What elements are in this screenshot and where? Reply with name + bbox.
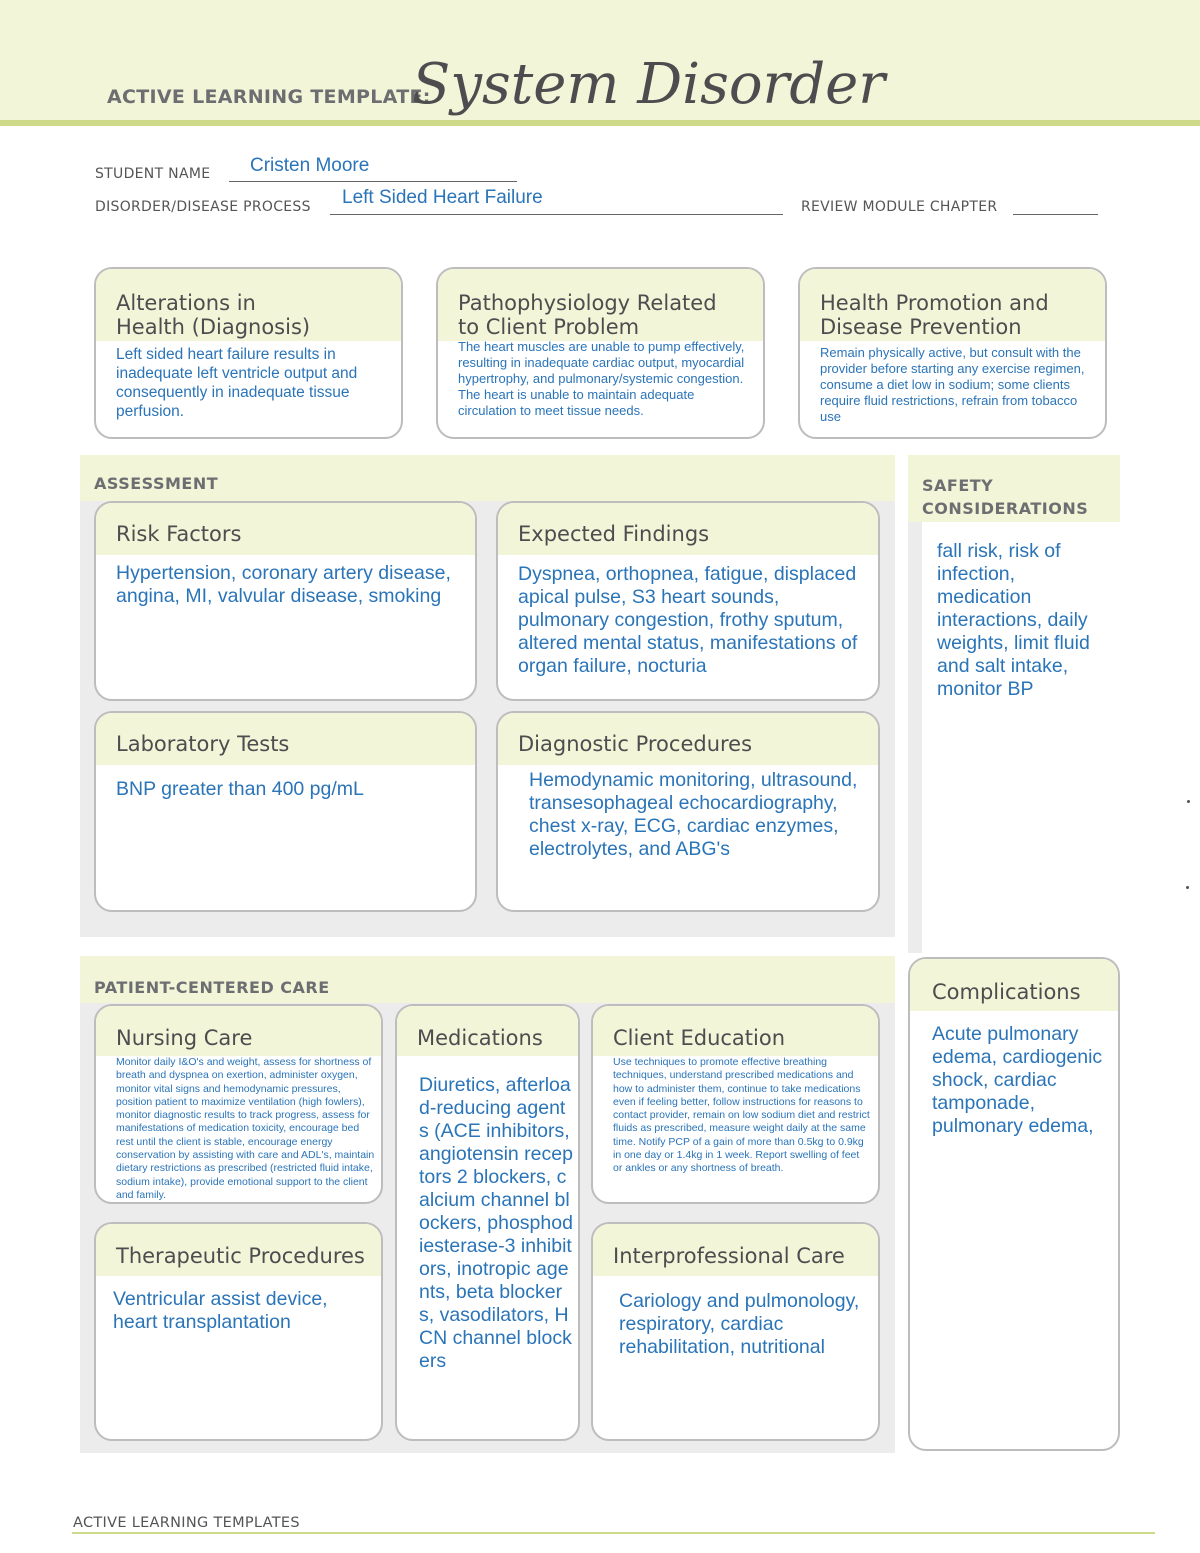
disorder-field[interactable]: Left Sided Heart Failure bbox=[342, 187, 543, 208]
disorder-line bbox=[330, 214, 783, 215]
medications-box bbox=[395, 1004, 580, 1441]
patient-centered-care-title: PATIENT-CENTERED CARE bbox=[94, 978, 330, 997]
therapeutic-procedures-box bbox=[94, 1222, 383, 1441]
nursing-care-box bbox=[94, 1004, 383, 1204]
stray-dot-1 bbox=[1187, 800, 1190, 803]
pathophysiology-body[interactable]: The heart muscles are unable to pump effectively, resulting in inadequate cardiac output, myocardial hypertrophy, and pulmonary/systemic congestion. The heart is unable to maintain adequate circulation to meet tissue needs. bbox=[458, 339, 745, 418]
expected-findings-body[interactable]: Dyspnea, orthopnea, fatigue, displaced apical pulse, S3 heart sounds, pulmonary congestion, frothy sputum, altered mental status, manifestations of organ failure, nocturia bbox=[518, 563, 858, 677]
nursing-care-body[interactable]: Monitor daily I&O's and weight, assess for shortness of breath and dyspnea on exertion, administer oxygen, monitor vital signs and hemodynamic pressures, position patient to maximize ventilation (high fowlers), monitor diagnostic results to track progress, assess for manifestations of medication toxicity, encourage bed rest until the client is stable, encourage energy conservation by assisting with care and ADL's, maintain dietary restrictions as prescribed (restricted fluid intake, sodium intake), provide emotional support to the client and family. bbox=[116, 1056, 375, 1201]
health-promotion-box bbox=[798, 267, 1107, 439]
laboratory-tests-box bbox=[94, 711, 477, 912]
diagnostic-procedures-box bbox=[496, 711, 880, 912]
health-promotion-title-line-1: Health Promotion and bbox=[820, 291, 1049, 315]
pathophysiology-title-line-2: to Client Problem bbox=[458, 315, 640, 339]
safety-title bbox=[922, 474, 1088, 520]
safety-title-line-1: SAFETY bbox=[922, 476, 994, 495]
interprofessional-care-body[interactable]: Cariology and pulmonology, respiratory, cardiac rehabilitation, nutritional bbox=[619, 1290, 860, 1358]
alterations-in-health-box bbox=[94, 267, 403, 439]
footer-text: ACTIVE LEARNING TEMPLATES bbox=[73, 1515, 300, 1531]
complications-box bbox=[908, 957, 1120, 1451]
footer-rule bbox=[72, 1532, 1155, 1534]
risk-factors-title: Risk Factors bbox=[116, 522, 242, 546]
expected-findings-title: Expected Findings bbox=[518, 522, 710, 546]
laboratory-tests-body[interactable]: BNP greater than 400 pg/mL bbox=[116, 778, 364, 800]
diagnostic-procedures-title: Diagnostic Procedures bbox=[518, 732, 753, 756]
disorder-label: DISORDER/DISEASE PROCESS bbox=[95, 199, 311, 215]
student-name-line bbox=[229, 181, 517, 182]
health-promotion-body[interactable]: Remain physically active, but consult with the provider before starting any exercise regimen, consume a diet low in sodium; some clients require fluid restrictions, refrain from tobacco use bbox=[820, 345, 1085, 424]
safety-title-line-2: CONSIDERATIONS bbox=[922, 499, 1089, 518]
alterations-title-line-2: Health (Diagnosis) bbox=[116, 315, 311, 339]
client-education-box bbox=[591, 1004, 880, 1204]
complications-title: Complications bbox=[932, 980, 1081, 1004]
template-title: System Disorder bbox=[412, 52, 886, 117]
nursing-care-title: Nursing Care bbox=[116, 1026, 253, 1050]
client-education-title: Client Education bbox=[613, 1026, 786, 1050]
student-name-field[interactable]: Cristen Moore bbox=[250, 155, 370, 176]
pathophysiology-title-line-1: Pathophysiology Related bbox=[458, 291, 717, 315]
review-module-field[interactable] bbox=[1013, 214, 1098, 215]
risk-factors-box bbox=[94, 501, 477, 701]
student-name-label: STUDENT NAME bbox=[95, 166, 211, 182]
expected-findings-box bbox=[496, 501, 880, 701]
therapeutic-procedures-body[interactable]: Ventricular assist device, heart transplantation bbox=[113, 1288, 328, 1333]
assessment-title: ASSESSMENT bbox=[94, 474, 219, 493]
safety-body[interactable]: fall risk, risk of infection, medication interactions, daily weights, limit fluid and salt intake, monitor BP bbox=[937, 540, 1090, 700]
template-label: ACTIVE LEARNING TEMPLATE: bbox=[107, 86, 431, 108]
review-module-label: REVIEW MODULE CHAPTER bbox=[801, 199, 998, 215]
medications-title: Medications bbox=[417, 1026, 543, 1050]
pathophysiology-box bbox=[436, 267, 765, 439]
risk-factors-body[interactable]: Hypertension, coronary artery disease, angina, MI, valvular disease, smoking bbox=[116, 562, 451, 607]
medications-body[interactable]: Diuretics, afterload-reducing agents (ACE inhibitors, angiotensin receptors 2 blockers, calcium channel blockers, phosphodiesterase-3 inhibitors, inotropic agents, beta blockers, vasodilators, HCN channel blockers bbox=[419, 1074, 573, 1372]
health-promotion-title-line-2: Disease Prevention bbox=[820, 315, 1022, 339]
therapeutic-procedures-title: Therapeutic Procedures bbox=[116, 1244, 365, 1268]
alterations-body[interactable]: Left sided heart failure results in inadequate left ventricle output and consequently in inadequate tissue perfusion. bbox=[116, 346, 358, 420]
interprofessional-care-box bbox=[591, 1222, 880, 1441]
stray-dot-2 bbox=[1186, 886, 1189, 889]
laboratory-tests-title: Laboratory Tests bbox=[116, 732, 290, 756]
alterations-title-line-1: Alterations in bbox=[116, 291, 256, 315]
complications-body[interactable]: Acute pulmonary edema, cardiogenic shock, cardiac tamponade, pulmonary edema, bbox=[932, 1023, 1103, 1137]
diagnostic-procedures-body[interactable]: Hemodynamic monitoring, ultrasound, transesophageal echocardiography, chest x-ray, ECG, cardiac enzymes, electrolytes, and ABG's bbox=[529, 769, 858, 860]
interprofessional-care-title: Interprofessional Care bbox=[613, 1244, 845, 1268]
client-education-body[interactable]: Use techniques to promote effective breathing techniques, understand prescribed medications and how to administer them, continue to take medications even if feeling better, follow instructions for reasons to contact provider, remain on low sodium diet and restrict fluids as prescribed, measure weight daily at the same time. Notify PCP of a gain of more than 0.5kg to 0.9kg in one day or 1.4kg in 1 week. Report swelling of feet or ankles or any shortness of breath. bbox=[613, 1056, 870, 1175]
header-rule bbox=[0, 120, 1200, 126]
